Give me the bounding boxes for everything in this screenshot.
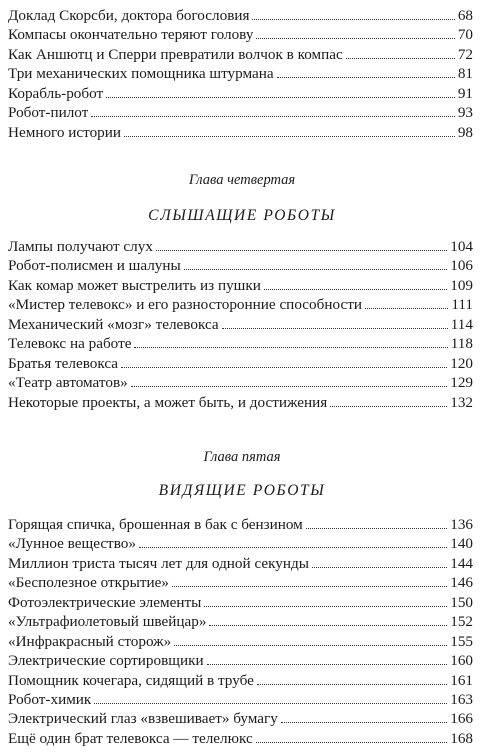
toc-entry-title: Ещё один брат телевокса — телелюкс <box>8 729 253 747</box>
toc-entry <box>8 554 473 573</box>
toc-dot-leader <box>207 664 448 665</box>
toc-entry <box>8 354 473 373</box>
toc-entry <box>8 612 473 631</box>
toc-entry-title: Робот-химик <box>8 690 92 708</box>
toc-entry-page-number: 72 <box>457 45 473 63</box>
toc-dot-leader <box>139 547 447 548</box>
toc-entry-title: Электрические сортировщики <box>8 652 204 670</box>
toc-entry <box>8 709 473 728</box>
toc-dot-leader <box>94 703 447 704</box>
toc-entry-title: «Лунное вещество» <box>8 535 136 553</box>
chapter-5-label: Глава пятая <box>203 449 281 465</box>
toc-dot-leader <box>174 645 447 646</box>
toc-entry-title: Телевокс на работе <box>8 335 132 353</box>
toc-entry-page-number: 163 <box>450 690 473 708</box>
toc-entry-title: Три механических помощника штурмана <box>8 65 274 83</box>
toc-entry-page-number: 132 <box>450 393 473 411</box>
toc-entry-page-number: 161 <box>450 671 473 689</box>
toc-dot-leader <box>281 722 447 723</box>
toc-entry <box>8 393 473 412</box>
toc-entry <box>8 632 473 651</box>
chapter-5-title: ВИДЯЩИЕ РОБОТЫ <box>158 482 326 499</box>
toc-entry-title: «Мистер телевокс» и его разносторонние способности <box>8 296 362 314</box>
toc-entry-title: Механический «мозг» телевокса <box>8 315 219 333</box>
toc-dot-leader <box>312 567 447 568</box>
toc-entry-title: Горящая спичка, брошенная в бак с бензином <box>8 516 303 533</box>
toc-entry <box>8 25 473 44</box>
toc-entry-title: «Бесполезное открытие» <box>8 574 169 592</box>
toc-entry-title: Доклад Скорсби, доктора богословия <box>8 7 250 24</box>
toc-dot-leader <box>330 406 447 407</box>
toc-entry-title: «Театр автоматов» <box>8 374 128 392</box>
toc-entry-page-number: 146 <box>450 574 473 592</box>
toc-entry <box>8 729 473 748</box>
toc-entry-page-number: 152 <box>450 613 473 631</box>
toc-list-top <box>8 6 473 142</box>
toc-entry-title: Миллион триста тысяч лет для одной секунды <box>8 554 309 572</box>
toc-entry-page-number: 70 <box>457 26 473 44</box>
toc-entry-page-number: 129 <box>450 374 473 392</box>
chapter-4-label: Глава четвертая <box>188 172 296 188</box>
toc-entry-page-number: 91 <box>457 84 473 102</box>
toc-dot-leader <box>106 97 455 98</box>
toc-entry-page-number: 98 <box>457 123 473 141</box>
toc-entry <box>8 315 473 334</box>
toc-entry-title: Немного истории <box>8 123 122 141</box>
toc-entry-page-number: 144 <box>450 554 473 572</box>
toc-entry-page-number: 140 <box>450 535 473 553</box>
toc-entry-title: Как комар может выстрелить из пушки <box>8 276 261 294</box>
toc-entry-title: Электрический глаз «взвешивает» бумагу <box>8 710 278 728</box>
toc-dot-leader <box>172 586 447 587</box>
toc-entry-page-number: 106 <box>450 257 473 275</box>
toc-entry <box>8 651 473 670</box>
toc-entry-title: Фотоэлектрические элементы <box>8 593 202 611</box>
toc-list-chapter-5 <box>8 515 473 748</box>
toc-entry-page-number: 118 <box>450 335 473 353</box>
toc-entry <box>8 45 473 64</box>
toc-entry <box>8 690 473 709</box>
toc-entry <box>8 671 473 690</box>
toc-entry-page-number: 155 <box>450 632 473 650</box>
toc-dot-leader <box>256 38 454 39</box>
toc-entry <box>8 6 473 25</box>
toc-entry <box>8 84 473 103</box>
toc-dot-leader <box>277 77 455 78</box>
toc-entry-page-number: 120 <box>450 354 473 372</box>
toc-entry-title: Робот-полисмен и шалуны <box>8 257 181 275</box>
toc-entry <box>8 573 473 592</box>
toc-entry-page-number: 136 <box>450 516 473 533</box>
toc-entry-title: Братья телевокса <box>8 354 119 372</box>
toc-entry-page-number: 168 <box>450 729 473 747</box>
toc-entry <box>8 373 473 392</box>
toc-dot-leader <box>134 347 447 348</box>
toc-entry <box>8 276 473 295</box>
toc-entry-page-number: 93 <box>457 104 473 122</box>
toc-dot-leader <box>264 289 447 290</box>
toc-dot-leader <box>209 625 447 626</box>
toc-entry-page-number: 160 <box>450 652 473 670</box>
toc-entry <box>8 256 473 275</box>
toc-entry-title: Компасы окончательно теряют голову <box>8 26 254 44</box>
toc-dot-leader <box>252 19 454 20</box>
toc-entry-title: Как Аншютц и Сперри превратили волчок в компас <box>8 45 343 63</box>
toc-dot-leader <box>222 328 448 329</box>
toc-entry-page-number: 104 <box>450 238 473 255</box>
toc-dot-leader <box>204 606 447 607</box>
toc-entry <box>8 237 473 256</box>
toc-dot-leader <box>184 269 447 270</box>
toc-dot-leader <box>156 250 447 251</box>
toc-entry <box>8 534 473 553</box>
toc-entry <box>8 593 473 612</box>
toc-entry-title: Робот-пилот <box>8 104 89 122</box>
toc-entry-page-number: 166 <box>450 710 473 728</box>
toc-dot-leader <box>131 386 448 387</box>
toc-dot-leader <box>306 528 447 529</box>
toc-dot-leader <box>256 742 447 743</box>
toc-entry <box>8 334 473 353</box>
toc-entry-page-number: 109 <box>450 276 473 294</box>
toc-dot-leader <box>257 684 447 685</box>
toc-entry-page-number: 150 <box>450 593 473 611</box>
toc-entry-page-number: 68 <box>457 7 473 24</box>
toc-entry-page-number: 111 <box>451 296 473 314</box>
toc-entry <box>8 64 473 83</box>
toc-entry-title: Некоторые проекты, а может быть, и достижения <box>8 393 328 411</box>
toc-entry-title: Корабль-робот <box>8 84 104 102</box>
toc-entry <box>8 515 473 534</box>
toc-dot-leader <box>346 58 455 59</box>
toc-entry <box>8 123 473 142</box>
toc-entry <box>8 103 473 122</box>
chapter-4-title: СЛЫШАЩИЕ РОБОТЫ <box>148 207 336 224</box>
toc-entry-page-number: 114 <box>450 315 473 333</box>
toc-entry-title: Помощник кочегара, сидящий в трубе <box>8 671 254 689</box>
toc-dot-leader <box>124 136 455 137</box>
toc-entry-title: Лампы получают слух <box>8 238 153 255</box>
toc-list-chapter-4 <box>8 237 473 412</box>
toc-dot-leader <box>365 308 448 309</box>
toc-entry-title: «Инфракрасный сторож» <box>8 632 172 650</box>
toc-entry-page-number: 81 <box>457 65 473 83</box>
toc-dot-leader <box>91 116 454 117</box>
toc-entry <box>8 295 473 314</box>
toc-entry-title: «Ультрафиолетовый швейцар» <box>8 613 207 631</box>
toc-dot-leader <box>121 367 447 368</box>
